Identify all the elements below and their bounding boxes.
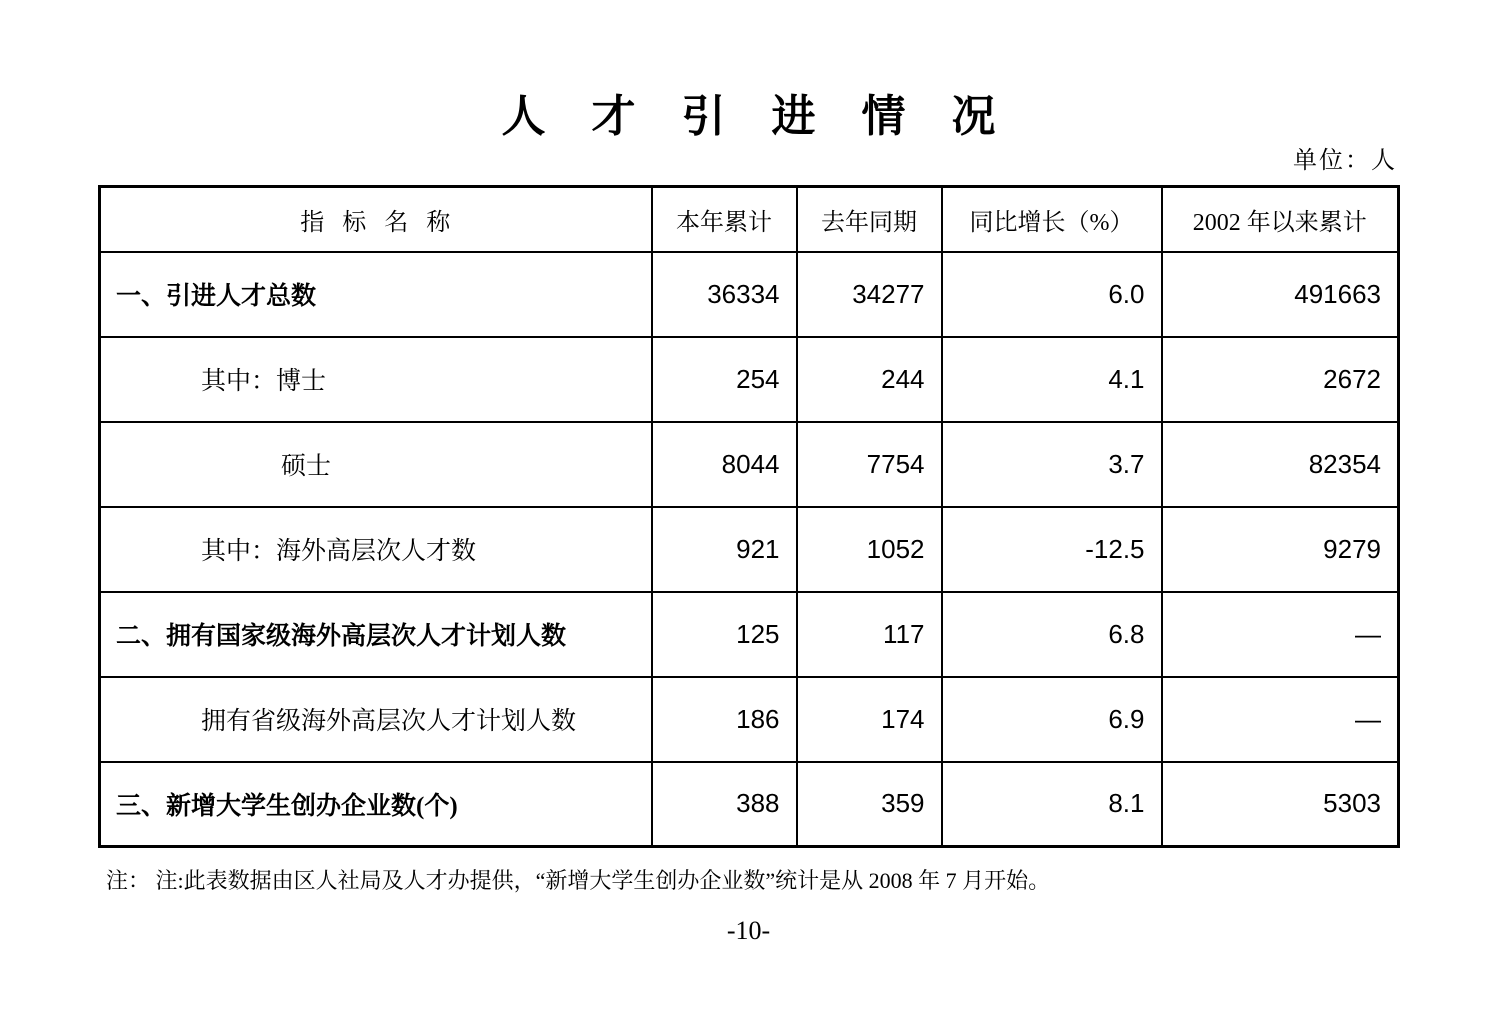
value-cell: 921	[652, 507, 797, 592]
value-cell: 186	[652, 677, 797, 762]
page-title: 人才引进情况	[501, 92, 1042, 141]
page-number: -10-	[726, 916, 771, 945]
value-cell: 125	[652, 592, 797, 677]
indicator-cell: 其中：海外高层次人才数	[100, 507, 652, 592]
indicator-cell: 二、拥有国家级海外高层次人才计划人数	[100, 592, 652, 677]
value-cell: 34277	[797, 252, 942, 337]
value-cell: 5303	[1162, 762, 1399, 847]
value-cell: 9279	[1162, 507, 1399, 592]
header-current-year-total: 本年累计	[652, 187, 797, 252]
value-cell: 174	[797, 677, 942, 762]
indicator-cell: 三、新增大学生创办企业数(个)	[100, 762, 652, 847]
value-cell: 3.7	[942, 422, 1162, 507]
value-cell: 6.9	[942, 677, 1162, 762]
table-row	[100, 507, 1399, 592]
table-row	[100, 592, 1399, 677]
value-cell: 359	[797, 762, 942, 847]
value-cell: 6.0	[942, 252, 1162, 337]
value-cell: 7754	[797, 422, 942, 507]
value-cell: —	[1162, 677, 1399, 762]
value-cell: 8.1	[942, 762, 1162, 847]
table-header-row	[100, 187, 1399, 252]
talent-import-table	[98, 185, 1400, 848]
header-last-year-same-period: 去年同期	[797, 187, 942, 252]
value-cell: 36334	[652, 252, 797, 337]
table-row	[100, 252, 1399, 337]
header-yoy-growth: 同比增长（%）	[942, 187, 1162, 252]
value-cell: —	[1162, 592, 1399, 677]
indicator-cell: 一、引进人才总数	[100, 252, 652, 337]
table-row	[100, 677, 1399, 762]
table-row	[100, 422, 1399, 507]
value-cell: 4.1	[942, 337, 1162, 422]
value-cell: 244	[797, 337, 942, 422]
indicator-cell: 硕士	[100, 422, 652, 507]
value-cell: -12.5	[942, 507, 1162, 592]
table-footnote: 注： 注:此表数据由区人社局及人才办提供，“新增大学生创办企业数”统计是从 2008 年 7 月开始。	[106, 868, 1051, 893]
value-cell: 6.8	[942, 592, 1162, 677]
value-cell: 388	[652, 762, 797, 847]
header-cumulative-since-2002: 2002 年以来累计	[1162, 187, 1399, 252]
value-cell: 491663	[1162, 252, 1399, 337]
indicator-cell: 其中：博士	[100, 337, 652, 422]
value-cell: 8044	[652, 422, 797, 507]
value-cell: 1052	[797, 507, 942, 592]
unit-label: 单位：人	[1293, 148, 1397, 174]
table-row	[100, 337, 1399, 422]
value-cell: 2672	[1162, 337, 1399, 422]
value-cell: 254	[652, 337, 797, 422]
value-cell: 82354	[1162, 422, 1399, 507]
value-cell: 117	[797, 592, 942, 677]
table-row	[100, 762, 1399, 847]
header-indicator-name: 指标名称	[100, 187, 652, 252]
indicator-cell: 拥有省级海外高层次人才计划人数	[100, 677, 652, 762]
